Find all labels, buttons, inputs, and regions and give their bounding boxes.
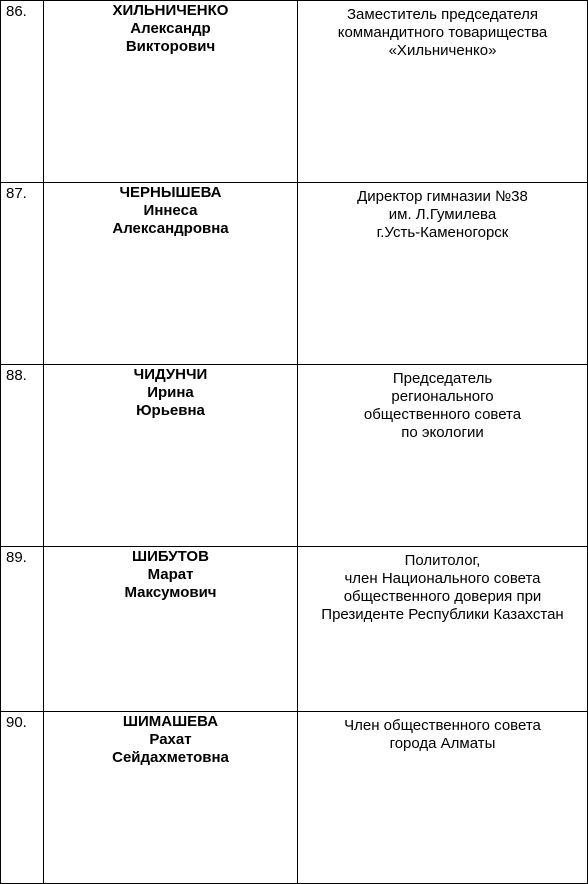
member-first-name: Марат xyxy=(147,566,194,583)
member-first-name: Рахат xyxy=(149,731,192,748)
member-first-name: Александр xyxy=(130,20,211,37)
member-first-name: Иннеса xyxy=(143,202,198,219)
member-surname: ШИБУТОВ xyxy=(132,548,209,565)
member-position xyxy=(298,1,588,183)
member-surname: ШИМАШЕВА xyxy=(122,713,219,730)
position-line: Директор гимназии №38 xyxy=(357,188,528,205)
member-position xyxy=(298,547,588,712)
position-line: общественного совета xyxy=(363,406,522,423)
member-name xyxy=(44,547,298,712)
position-line: общественного доверия при xyxy=(343,588,542,605)
table-row xyxy=(1,183,588,365)
position-line: Председатель xyxy=(392,370,493,387)
position-line: регионального xyxy=(391,388,494,405)
position-line: Политолог, xyxy=(404,552,481,569)
member-name xyxy=(44,365,298,547)
member-first-name: Ирина xyxy=(147,384,194,401)
member-patronymic: Сейдахметовна xyxy=(112,749,229,766)
member-position xyxy=(298,365,588,547)
position-line: член Национального совета xyxy=(344,570,541,587)
position-line: Заместитель председателя xyxy=(346,6,538,23)
member-surname: ЧИДУНЧИ xyxy=(133,366,208,383)
member-surname: ЧЕРНЫШЕВА xyxy=(119,184,222,201)
position-line: Член общественного совета xyxy=(344,717,541,734)
table-row xyxy=(1,712,588,884)
member-position xyxy=(298,183,588,365)
member-patronymic: Викторович xyxy=(125,38,216,55)
row-number: 88. xyxy=(1,365,44,547)
row-number: 87. xyxy=(1,183,44,365)
position-line: по экологии xyxy=(401,424,484,441)
position-line: «Хильниченко» xyxy=(388,42,497,59)
table-row xyxy=(1,365,588,547)
member-patronymic: Александровна xyxy=(112,220,229,237)
row-number: 89. xyxy=(1,547,44,712)
member-name xyxy=(44,712,298,884)
member-patronymic: Юрьевна xyxy=(136,402,205,419)
position-line: коммандитного товарищества xyxy=(337,24,548,41)
table-row xyxy=(1,1,588,183)
position-line: им. Л.Гумилева xyxy=(388,206,497,223)
member-patronymic: Максумович xyxy=(124,584,217,601)
position-line: г.Усть-Каменогорск xyxy=(376,224,509,241)
member-name xyxy=(44,183,298,365)
member-name xyxy=(44,1,298,183)
table-row xyxy=(1,547,588,712)
member-surname: ХИЛЬНИЧЕНКО xyxy=(112,2,229,19)
row-number: 86. xyxy=(1,1,44,183)
position-line: Президенте Республики Казахстан xyxy=(321,606,564,623)
member-position xyxy=(298,712,588,884)
position-line: города Алматы xyxy=(389,735,496,752)
row-number: 90. xyxy=(1,712,44,884)
